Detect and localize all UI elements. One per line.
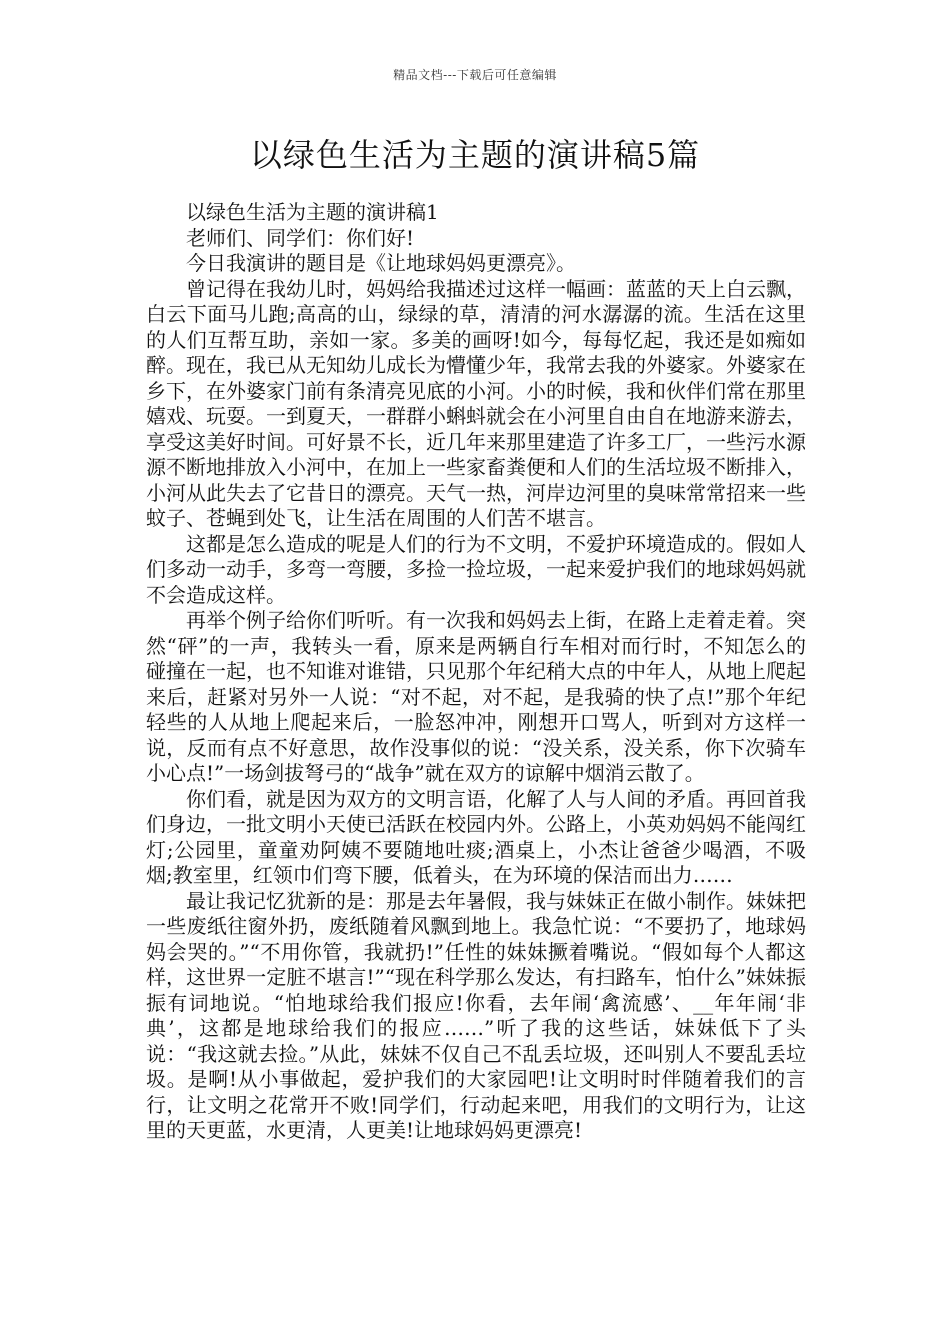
document-body xyxy=(146,200,806,1144)
paragraph: 你们看，就是因为双方的文明言语，化解了人与人间的矛盾。再回首我们身边，一批文明小天使已活跃在校园内外。公路上，小英劝妈妈不能闯红灯;公园里，童童劝阿姨不要随地吐痰;酒桌上，小杰让爸爸少喝酒，不吸烟;教室里，红领巾们弯下腰，低着头，在为环境的保洁而出力…… xyxy=(146,786,806,887)
paragraph-greeting: 老师们、同学们：你们好! xyxy=(186,225,415,250)
paragraph: 最让我记忆犹新的是：那是去年暑假，我与妹妹正在做小制作。妹妹把一些废纸往窗外扔，废纸随着风飘到地上。我急忙说：“不要扔了，地球妈妈会哭的。”“不用你管，我就扔!”任性的妹妹撅着嘴说。“假如每个人都这样，这世界一定脏不堪言!”“现在科学那么发达，有扫路车，怕什么”妹妹振振有词地说。“怕地球给我们报应!你看，去年闹‘禽流感’、__年年闹‘非典’，这都是地球给我们的报应……”听了我的这些话，妹妹低下了头说：“我这就去捡。”从此，妹妹不仅自己不乱丢垃圾，还叫别人不要乱丢垃圾。是啊!从小事做起，爱护我们的大家园吧!让文明时时伴随着我们的言行，让文明之花常开不败!同学们，行动起来吧，用我们的文明行为，让这里的天更蓝，水更清，人更美!让地球妈妈更漂亮! xyxy=(146,888,806,1142)
paragraph: 再举个例子给你们听听。有一次我和妈妈去上街，在路上走着走着。突然“砰”的一声，我转头一看，原来是两辆自行车相对而行时，不知怎么的碰撞在一起，也不知谁对谁错，只见那个年纪稍大点的中年人，从地上爬起来后，赶紧对另外一人说：“对不起，对不起，是我骑的快了点!”那个年纪轻些的人从地上爬起来后，一脸怒冲冲，刚想开口骂人，听到对方这样一说，反而有点不好意思，故作没事似的说：“没关系，没关系，你下次骑车小心点!”一场剑拔弩弓的“战争”就在双方的谅解中烟消云散了。 xyxy=(146,608,806,785)
paragraph-subtitle: 以绿色生活为主题的演讲稿1 xyxy=(186,200,439,224)
document-title: 以绿色生活为主题的演讲稿5篇 xyxy=(249,136,701,174)
paragraph-topic: 今日我演讲的题目是《让地球妈妈更漂亮》。 xyxy=(186,251,576,275)
paragraph: 曾记得在我幼儿时，妈妈给我描述过这样一幅画：蓝蓝的天上白云飘，白云下面马儿跑;高高的山，绿绿的草，清清的河水潺潺的流。生活在这里的人们互帮互助，亲如一家。多美的画呀!如今，每每忆起，我还是如痴如醉。现在，我已从无知幼儿成长为懵懂少年，我常去我的外婆家。外婆家在乡下，在外婆家门前有条清亮见底的小河。小的时候，我和伙伴们常在那里嬉戏、玩耍。一到夏天，一群群小蝌蚪就会在小河里自由自在地游来游去，享受这美好时间。可好景不长，近几年来那里建造了许多工厂，一些污水源源不断地排放入小河中，在加上一些家畜粪便和人们的生活垃圾不断排入，小河从此失去了它昔日的漂亮。天气一热，河岸边河里的臭味常常招来一些蚊子、苍蝇到处飞，让生活在周围的人们苦不堪言。 xyxy=(146,276,806,530)
paragraph: 这都是怎么造成的呢是人们的行为不文明，不爱护环境造成的。假如人们多动一动手，多弯一弯腰，多捡一捡垃圾，一起来爱护我们的地球妈妈就不会造成这样。 xyxy=(146,531,806,607)
header-note: 精品文档---下载后可任意编辑 xyxy=(393,68,557,82)
